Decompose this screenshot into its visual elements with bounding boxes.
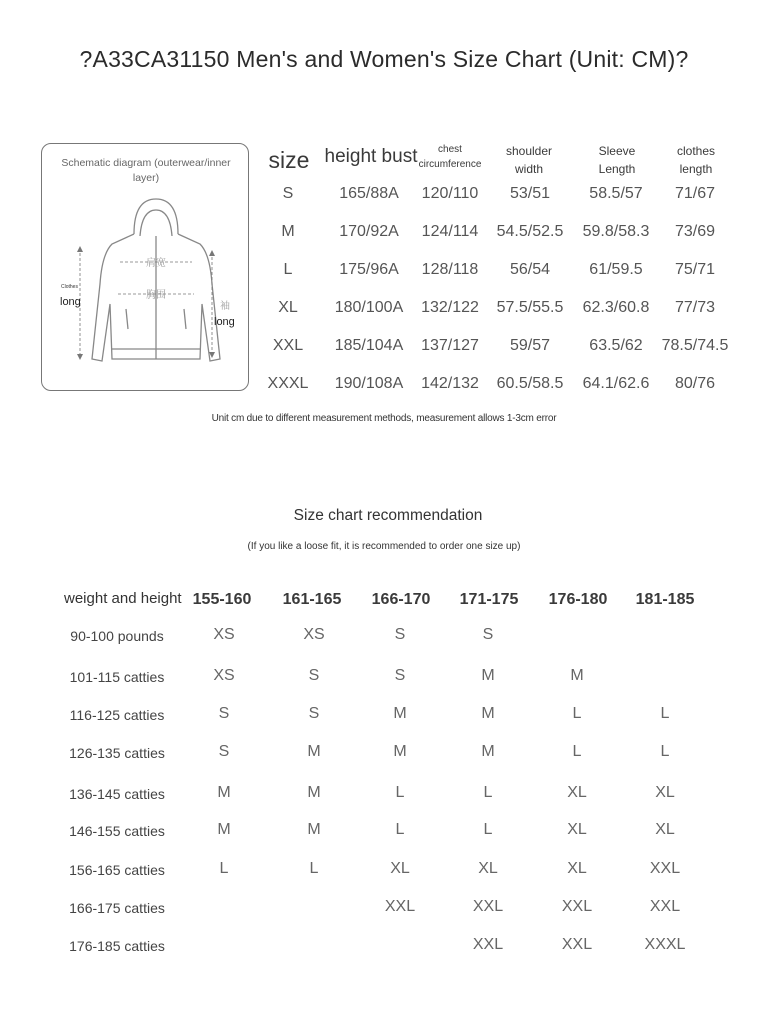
header-chest: chest circumference bbox=[418, 144, 482, 170]
recommend-cell: XL bbox=[655, 784, 675, 801]
jacket-illustration bbox=[42, 144, 250, 392]
size-cell-size: XXL bbox=[272, 337, 304, 354]
size-cell-clothes: 78.5/74.5 bbox=[661, 337, 729, 354]
recommend-cell: XXXL bbox=[644, 936, 686, 953]
recommend-cell: XXL bbox=[472, 898, 504, 915]
size-cell-clothes: 71/67 bbox=[674, 185, 716, 202]
recommend-cell: XXL bbox=[649, 898, 681, 915]
size-cell-shoulder: 59/57 bbox=[509, 337, 551, 354]
recommend-subtitle: (If you like a loose fit, it is recommended to order one size up) bbox=[247, 541, 521, 552]
measurement-note: Unit cm due to different measurement methods, measurement allows 1-3cm error bbox=[211, 413, 557, 424]
size-cell-chest: 142/132 bbox=[421, 375, 479, 392]
size-cell-clothes: 77/73 bbox=[674, 299, 716, 316]
size-cell-chest: 137/127 bbox=[421, 337, 479, 354]
recommend-title: Size chart recommendation bbox=[293, 507, 483, 524]
size-cell-sleeve: 63.5/62 bbox=[589, 337, 643, 354]
recommend-cell: L bbox=[395, 821, 405, 838]
size-cell-clothes: 73/69 bbox=[674, 223, 716, 240]
size-cell-sleeve: 58.5/57 bbox=[589, 185, 643, 202]
weight-label: 101-115 catties bbox=[69, 669, 165, 685]
height-header-4: 176-180 bbox=[548, 591, 608, 608]
size-cell-height_bust: 185/104A bbox=[334, 337, 404, 354]
size-cell-shoulder: 56/54 bbox=[509, 261, 551, 278]
page-title: ?A33CA31150 Men's and Women's Size Chart (Unit: CM)? bbox=[79, 46, 689, 72]
recommend-cell: XXL bbox=[649, 860, 681, 877]
recommend-cell: M bbox=[481, 705, 495, 722]
recommend-cell: XXL bbox=[384, 898, 416, 915]
recommend-cell: L bbox=[219, 860, 229, 877]
weight-label: 126-135 catties bbox=[69, 745, 165, 761]
size-cell-shoulder: 60.5/58.5 bbox=[496, 375, 564, 392]
size-cell-sleeve: 64.1/62.6 bbox=[582, 375, 650, 392]
diagram-caption: Schematic diagram (outerwear/inner layer) bbox=[61, 157, 231, 184]
clothes-small-label: Clothes bbox=[61, 284, 78, 290]
recommend-cell: S bbox=[218, 743, 230, 760]
recommend-cell: XS bbox=[213, 667, 235, 684]
size-cell-size: XL bbox=[278, 299, 298, 316]
weight-label: 156-165 catties bbox=[69, 862, 165, 878]
recommend-cell: S bbox=[308, 705, 320, 722]
weight-label: 146-155 catties bbox=[69, 823, 165, 839]
recommend-cell: S bbox=[308, 667, 320, 684]
recommend-cell: XS bbox=[303, 626, 325, 643]
header-height-bust: height bust bbox=[324, 146, 418, 167]
size-cell-chest: 128/118 bbox=[421, 261, 479, 278]
recommend-cell: M bbox=[393, 743, 407, 760]
recommend-cell: XL bbox=[478, 860, 498, 877]
size-cell-size: XXXL bbox=[267, 375, 309, 392]
sleeve-label: 袖 bbox=[220, 301, 230, 312]
recommend-cell: XL bbox=[655, 821, 675, 838]
header-size: size bbox=[268, 147, 310, 173]
size-cell-size: S bbox=[282, 185, 294, 202]
weight-label: 90-100 pounds bbox=[70, 628, 164, 644]
recommend-cell: L bbox=[660, 705, 670, 722]
size-cell-height_bust: 190/108A bbox=[334, 375, 404, 392]
size-cell-height_bust: 175/96A bbox=[339, 261, 399, 278]
recommend-cell: XXL bbox=[561, 936, 593, 953]
recommend-cell: XXL bbox=[561, 898, 593, 915]
sleeve-long-label: long bbox=[214, 316, 235, 328]
size-cell-shoulder: 57.5/55.5 bbox=[496, 299, 564, 316]
size-cell-chest: 120/110 bbox=[421, 185, 479, 202]
size-cell-chest: 124/114 bbox=[421, 223, 479, 240]
header-shoulder: shoulder width bbox=[505, 144, 553, 176]
header-sleeve: Sleeve Length bbox=[598, 144, 636, 176]
size-cell-height_bust: 170/92A bbox=[339, 223, 399, 240]
size-cell-clothes: 80/76 bbox=[674, 375, 716, 392]
recommend-cell: L bbox=[483, 784, 493, 801]
recommend-cell: XL bbox=[567, 860, 587, 877]
height-header-1: 161-165 bbox=[282, 591, 342, 608]
size-cell-size: L bbox=[283, 261, 293, 278]
height-header-0: 155-160 bbox=[192, 591, 252, 608]
shoulder-label: 肩宽 bbox=[146, 258, 166, 269]
recommend-cell: M bbox=[393, 705, 407, 722]
recommend-cell: M bbox=[481, 667, 495, 684]
weight-label: 176-185 catties bbox=[69, 938, 165, 954]
recommend-cell: XL bbox=[567, 784, 587, 801]
recommend-cell: S bbox=[218, 705, 230, 722]
weight-height-header: weight and height bbox=[64, 590, 182, 607]
recommend-cell: L bbox=[395, 784, 405, 801]
recommend-cell: S bbox=[394, 667, 406, 684]
recommend-cell: L bbox=[660, 743, 670, 760]
size-cell-chest: 132/122 bbox=[421, 299, 479, 316]
recommend-cell: M bbox=[570, 667, 584, 684]
recommend-cell: XXL bbox=[472, 936, 504, 953]
recommend-cell: M bbox=[217, 821, 231, 838]
recommend-cell: XS bbox=[213, 626, 235, 643]
size-cell-size: M bbox=[281, 223, 295, 240]
recommend-cell: M bbox=[307, 743, 321, 760]
weight-label: 166-175 catties bbox=[69, 900, 165, 916]
size-cell-shoulder: 53/51 bbox=[509, 185, 551, 202]
header-clothes: clothes length bbox=[676, 144, 716, 176]
height-header-5: 181-185 bbox=[635, 591, 695, 608]
recommend-cell: M bbox=[307, 784, 321, 801]
recommend-cell: L bbox=[572, 705, 582, 722]
schematic-diagram bbox=[41, 143, 249, 391]
height-header-2: 166-170 bbox=[371, 591, 431, 608]
size-cell-clothes: 75/71 bbox=[674, 261, 716, 278]
size-cell-shoulder: 54.5/52.5 bbox=[496, 223, 564, 240]
size-cell-sleeve: 61/59.5 bbox=[589, 261, 643, 278]
size-cell-height_bust: 180/100A bbox=[334, 299, 404, 316]
recommend-cell: M bbox=[481, 743, 495, 760]
size-cell-height_bust: 165/88A bbox=[339, 185, 399, 202]
recommend-cell: M bbox=[217, 784, 231, 801]
recommend-cell: XL bbox=[567, 821, 587, 838]
weight-label: 116-125 catties bbox=[69, 707, 165, 723]
recommend-cell: L bbox=[309, 860, 319, 877]
recommend-cell: XL bbox=[390, 860, 410, 877]
recommend-cell: S bbox=[482, 626, 494, 643]
size-cell-sleeve: 62.3/60.8 bbox=[582, 299, 650, 316]
recommend-cell: S bbox=[394, 626, 406, 643]
recommend-cell: M bbox=[307, 821, 321, 838]
height-header-3: 171-175 bbox=[459, 591, 519, 608]
weight-label: 136-145 catties bbox=[69, 786, 165, 802]
recommend-cell: L bbox=[572, 743, 582, 760]
bust-label: 胸围 bbox=[146, 290, 166, 301]
size-cell-sleeve: 59.8/58.3 bbox=[582, 223, 650, 240]
clothes-long-label: long bbox=[60, 296, 81, 308]
recommend-cell: L bbox=[483, 821, 493, 838]
